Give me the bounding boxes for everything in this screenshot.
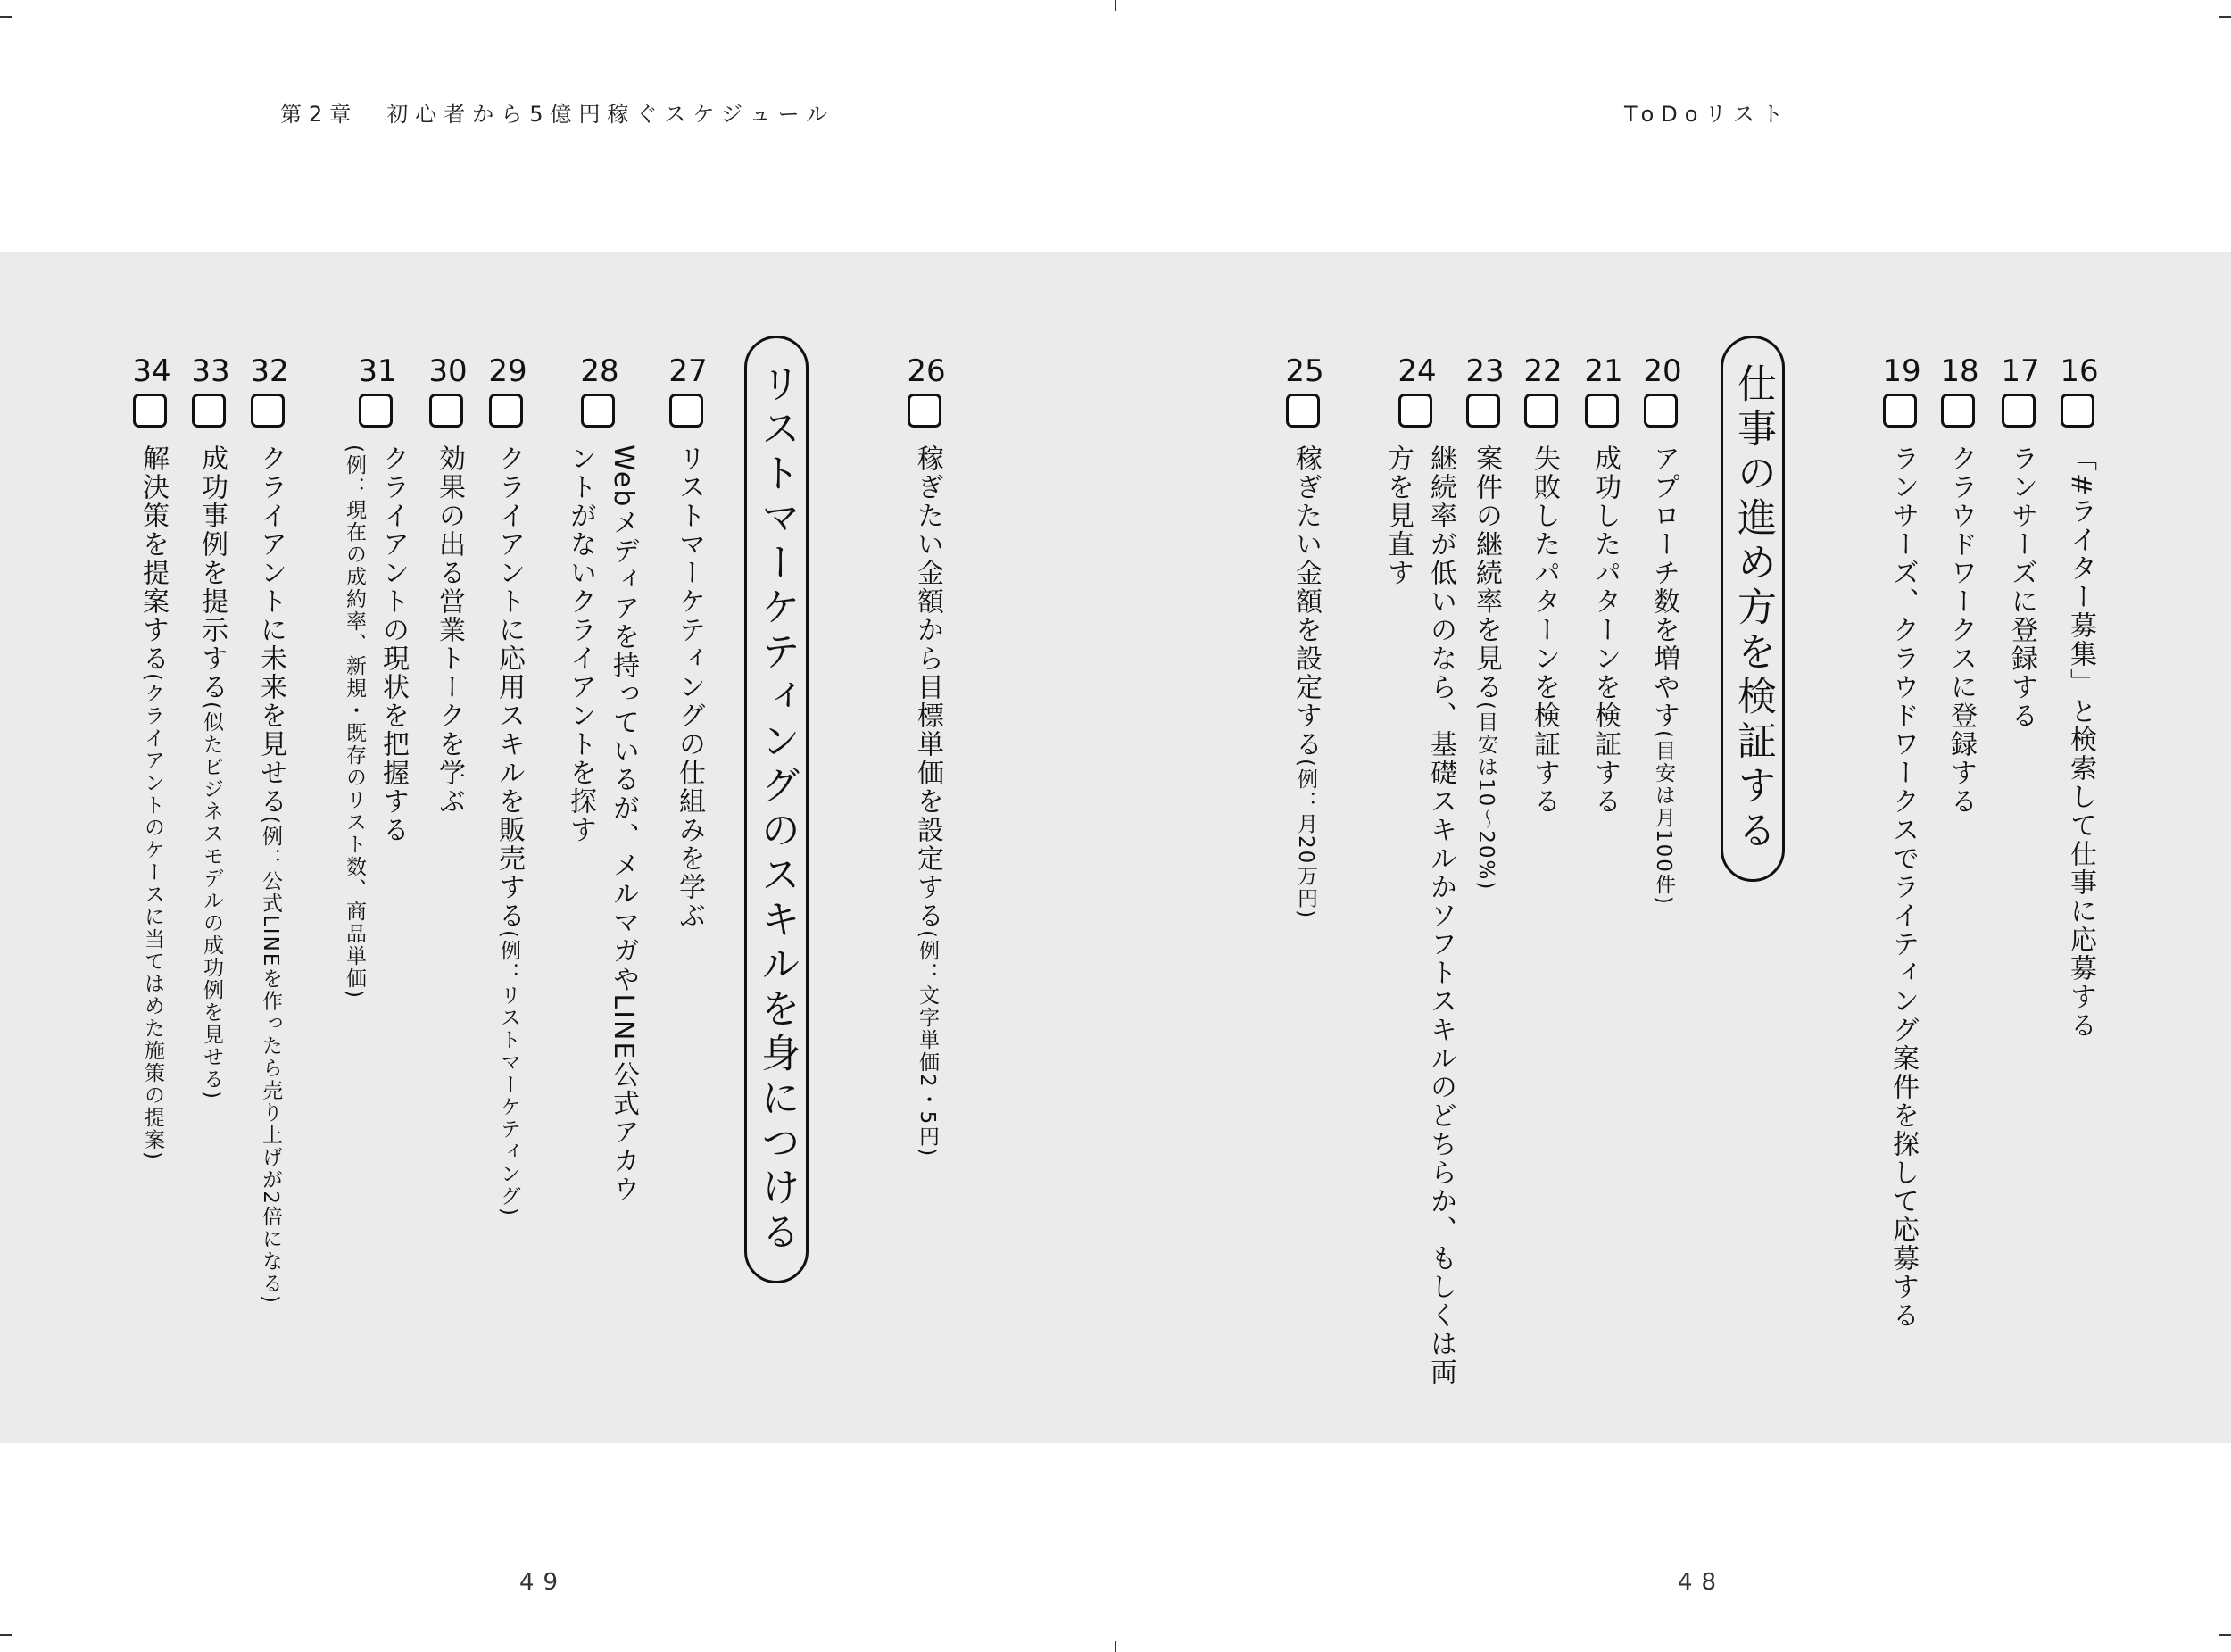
checkbox[interactable] — [908, 394, 941, 428]
page-number-left: 49 — [519, 1569, 568, 1596]
item-note: (クライアントのケースに当てはめた施策の提案) — [141, 673, 164, 1161]
checkbox[interactable] — [429, 394, 463, 428]
item-number: 28 — [580, 353, 619, 389]
item-note: (例：文字単価2・5円) — [916, 930, 939, 1158]
item-number: 32 — [250, 353, 289, 389]
checkbox[interactable] — [669, 394, 703, 428]
checkbox[interactable] — [1524, 394, 1558, 428]
item-number: 19 — [1882, 353, 1921, 389]
checkbox[interactable] — [1585, 394, 1619, 428]
running-head-left: 第2章 初心者から5億円稼ぐスケジュール — [280, 102, 835, 127]
item-note: (例：現在の成約率、新規・既存のリスト数、商品単価) — [343, 444, 366, 1000]
item-text: 成功したパターンを検証する — [1589, 444, 1621, 816]
trim-mark-top-center — [1115, 0, 1116, 11]
item-text: クラウドワークスに登録する — [1945, 444, 1977, 816]
checkbox[interactable] — [1398, 394, 1432, 428]
item-number: 27 — [668, 353, 708, 389]
item-text: ランサーズに登録する — [2006, 444, 2037, 730]
checkbox[interactable] — [1883, 394, 1917, 428]
item-number: 18 — [1940, 353, 1979, 389]
checkbox[interactable] — [359, 394, 393, 428]
item-text: 失敗したパターンを検証する — [1529, 444, 1560, 816]
checkbox[interactable] — [581, 394, 615, 428]
checkbox[interactable] — [251, 394, 285, 428]
section-heading-work-method: 仕事の進め方を検証する — [1721, 336, 1785, 882]
item-text: 効果の出る営業トークを学ぶ — [434, 444, 465, 816]
item-text: 案件の継続率を見る — [1471, 444, 1502, 701]
item-number: 34 — [132, 353, 171, 389]
item-number: 30 — [428, 353, 468, 389]
checkbox[interactable] — [2061, 394, 2094, 428]
checkbox[interactable] — [192, 394, 226, 428]
item-text: 解決策を提案する — [137, 444, 169, 673]
item-text: 継続率が低いのなら、基礎スキルかソフトスキルのどちらか、もしくは両方を見直す — [1382, 444, 1456, 1387]
item-text: ランサーズ、クラウドワークスでライティング案件を探して応募する — [1887, 444, 1919, 1330]
trim-mark-bottom-left — [0, 1634, 12, 1636]
item-text: クライアントに応用スキルを販売する — [493, 444, 525, 930]
item-text: Webメディアを持っているが、メルマガやLINE公式アカウントがないクライアントを探す — [565, 444, 639, 1204]
item-number: 23 — [1465, 353, 1505, 389]
item-note: (似たビジネスモデルの成功例を見せる) — [200, 701, 223, 1100]
checkbox[interactable] — [1644, 394, 1678, 428]
checkbox[interactable] — [1466, 394, 1500, 428]
item-number: 24 — [1397, 353, 1437, 389]
item-number: 21 — [1584, 353, 1623, 389]
checkbox[interactable] — [489, 394, 523, 428]
item-text: クライアントに未来を見せる — [255, 444, 286, 816]
checkbox[interactable] — [1941, 394, 1975, 428]
trim-mark-top-right — [2219, 16, 2231, 18]
item-text: 稼ぎたい金額を設定する — [1290, 444, 1322, 759]
item-note: (例：公式LINEを作ったら売り上げが2倍になる) — [259, 816, 282, 1305]
trim-mark-bottom-center — [1115, 1641, 1116, 1652]
checkbox[interactable] — [133, 394, 167, 428]
item-note: (目安は月100件) — [1652, 730, 1675, 906]
item-number: 22 — [1523, 353, 1563, 389]
item-text: クライアントの現状を把握する — [377, 444, 409, 844]
item-number: 31 — [358, 353, 397, 389]
checkbox[interactable] — [1286, 394, 1320, 428]
checkbox[interactable] — [2002, 394, 2036, 428]
running-head-right: ToDoリスト — [1624, 102, 1790, 127]
trim-mark-bottom-right — [2219, 1634, 2231, 1636]
item-number: 17 — [2001, 353, 2040, 389]
item-text: 「#ライター募集」と検索して仕事に応募する — [2065, 444, 2096, 1041]
item-number: 33 — [191, 353, 230, 389]
item-text: アプローチ数を増やす — [1648, 444, 1679, 730]
trim-mark-top-left — [0, 16, 12, 18]
item-number: 26 — [907, 353, 946, 389]
item-text: 成功事例を提示する — [196, 444, 228, 701]
item-note: (例：リストマーケティング) — [497, 930, 520, 1217]
item-number: 20 — [1643, 353, 1682, 389]
item-note: (目安は10〜20%) — [1474, 701, 1497, 892]
section-heading-list-marketing: リストマーケティングのスキルを身につける — [744, 336, 809, 1283]
item-number: 25 — [1285, 353, 1324, 389]
item-text: 稼ぎたい金額から目標単価を設定する — [912, 444, 943, 930]
item-number: 16 — [2060, 353, 2099, 389]
item-text: リストマーケティングの仕組みを学ぶ — [674, 444, 705, 930]
item-number: 29 — [488, 353, 527, 389]
page-number-right: 48 — [1678, 1569, 1726, 1596]
item-note: (例：月20万円) — [1294, 759, 1317, 920]
